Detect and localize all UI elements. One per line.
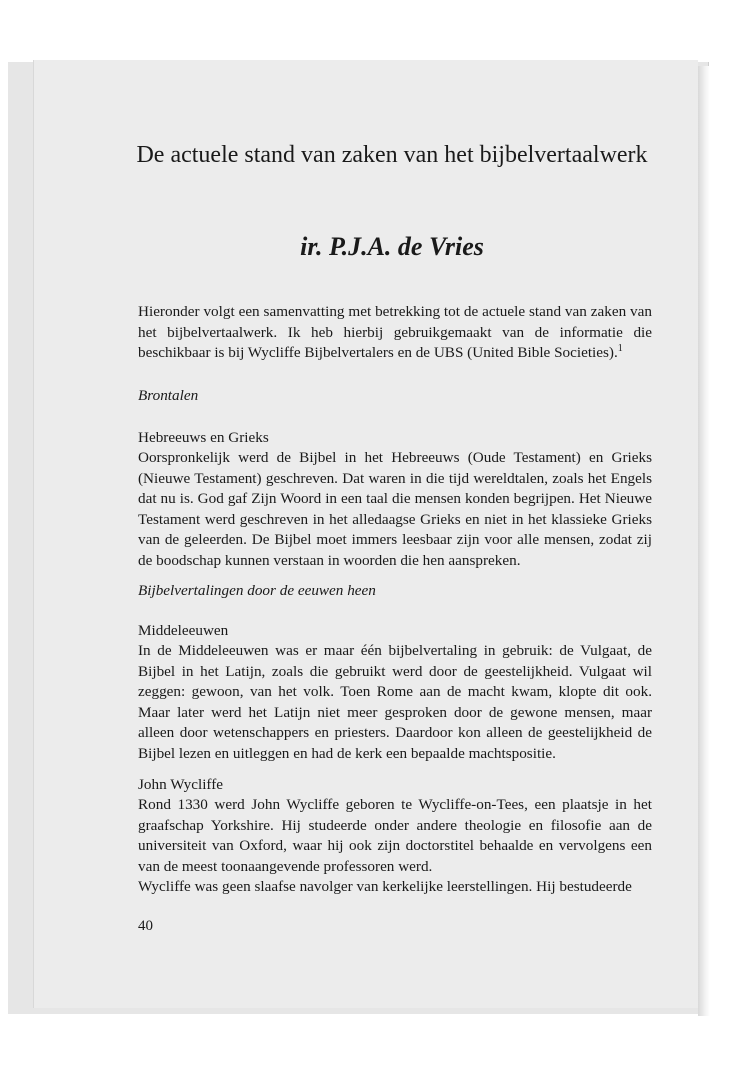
paragraph-brontalen: Oorspronkelijk werd de Bijbel in het Hebreeuws (Oude Testament) en Grieks (Nieuwe Testament) geschreven. Dat waren in die tijd wereldtalen, zoals het Engels dat nu is. God gaf Zijn Woord in een taal die mensen konden begrijpen. Het Nieuwe Testament werd geschreven in het alledaagse Grieks en niet in het klassieke Grieks van de geleerden. De Bijbel moet immers leesbaar zijn voor alle mensen, zodat zij de boodschap kunnen verstaan in woorden die hen aanspreken. [138, 449, 652, 569]
subheading-john-wycliffe: John Wycliffe [138, 776, 223, 793]
author-name: ir. P.J.A. de Vries [300, 232, 484, 261]
paragraph-wycliffe-continued: Wycliffe was geen slaafse navolger van kerkelijke leerstellingen. Hij bestudeerde [138, 878, 632, 895]
section-heading-bijbelvertalingen: Bijbelvertalingen door de eeuwen heen [138, 582, 376, 599]
intro-paragraph [138, 302, 652, 364]
page-title: De actuele stand van zaken van het bijbelvertaalwerk [136, 142, 648, 168]
subheading-middeleeuwen: Middeleeuwen [138, 622, 229, 639]
footnote-marker: 1 [617, 342, 623, 354]
subheading-hebreeuws-grieks: Hebreeuws en Grieks [138, 429, 269, 446]
paragraph-john-wycliffe: Rond 1330 werd John Wycliffe geboren te Wycliffe-on-Tees, een plaatsje in het graafschap Yorkshire. Hij studeerde onder andere theologie en filosofie aan de universiteit van Oxford, waar hij ook zijn doctorstitel behaalde en vervolgens een van de meest toonaangevende professoren werd. [138, 796, 652, 875]
paragraph-middeleeuwen: In de Middeleeuwen was er maar één bijbelvertaling in gebruik: de Vulgaat, de Bijbel in het Latijn, zoals die gebruikt werd door de geestelijkheid. Vulgaat wil zeggen: gewoon, van het volk. Toen Rome aan de macht kwam, klopte dit ook. Maar later werd het Latijn niet meer gesproken door de gewone mensen, maar alleen door wetenschappers en priesters. Daardoor kon alleen de geestelijkheid de Bijbel lezen en uitleggen en had de kerk een bepaalde machtspositie. [138, 642, 652, 762]
page-edge [698, 66, 710, 1016]
page-number: 40 [138, 918, 153, 934]
intro-text: Hieronder volgt een samenvatting met betrekking tot de actuele stand van zaken van het bijbelvertaalwerk. Ik heb hierbij gebruikgemaakt van de informatie die beschikbaar is bij Wycliffe Bijbelvertalers en de UBS (United Bible Societies). [138, 303, 652, 361]
section-heading-brontalen: Brontalen [138, 387, 199, 404]
